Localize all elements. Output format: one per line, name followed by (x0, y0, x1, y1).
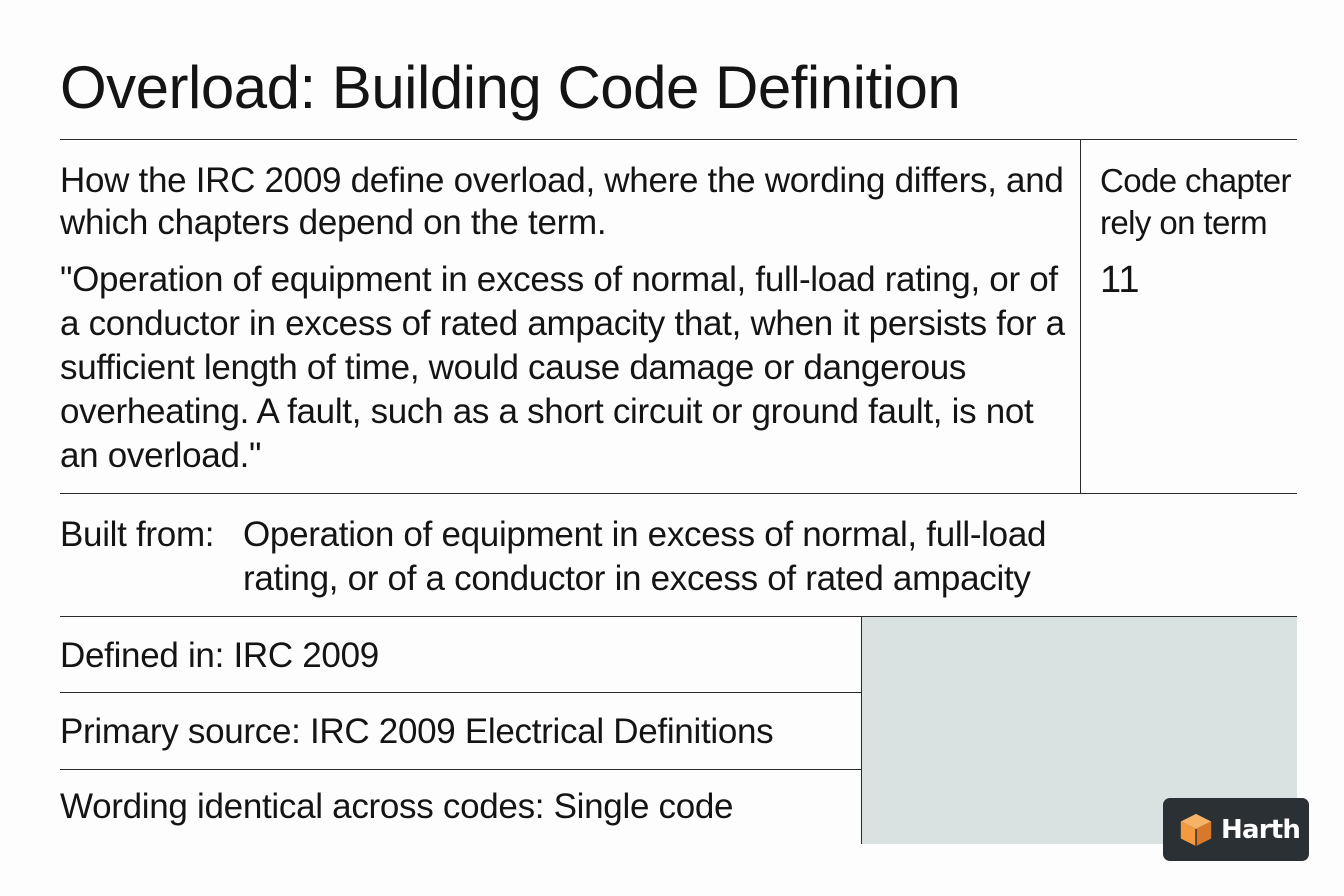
defined-in-row: Defined in: IRC 2009 (60, 636, 379, 675)
column-divider (1080, 139, 1081, 494)
primary-source-row: Primary source: IRC 2009 Electrical Definitions (60, 712, 774, 751)
logo-text: Harth (1221, 814, 1301, 845)
wording-row: Wording identical across codes: Single code (60, 787, 734, 826)
summary-text: How the IRC 2009 define overload, where the wording differs, and which chapters depend on the term. (60, 161, 1064, 242)
chapter-count-label: Code chapter rely on term (1100, 162, 1291, 241)
built-from-value: Operation of equipment in excess of normal, full-load rating, or of a conductor in excess of rated ampacity (243, 515, 1047, 598)
meta-divider-2 (60, 769, 862, 770)
page-title: Overload: Building Code Definition (60, 54, 961, 121)
title-divider (60, 139, 1297, 140)
harth-logo-badge (1163, 798, 1309, 861)
definition-quote: "Operation of equipment in excess of normal, full-load rating, or of a conductor in excess of rated ampacity that, when it persists for a sufficient length of time, would cause damage or dangerous overheating. A fault, such as a short circuit or ground fault, is not an overload." (60, 260, 1065, 475)
cube-logo-icon (1177, 811, 1215, 849)
built-from-label: Built from: (60, 515, 215, 554)
meta-divider-1 (60, 692, 862, 693)
chapter-count-value: 11 (1100, 259, 1140, 301)
definition-divider (60, 493, 1297, 494)
